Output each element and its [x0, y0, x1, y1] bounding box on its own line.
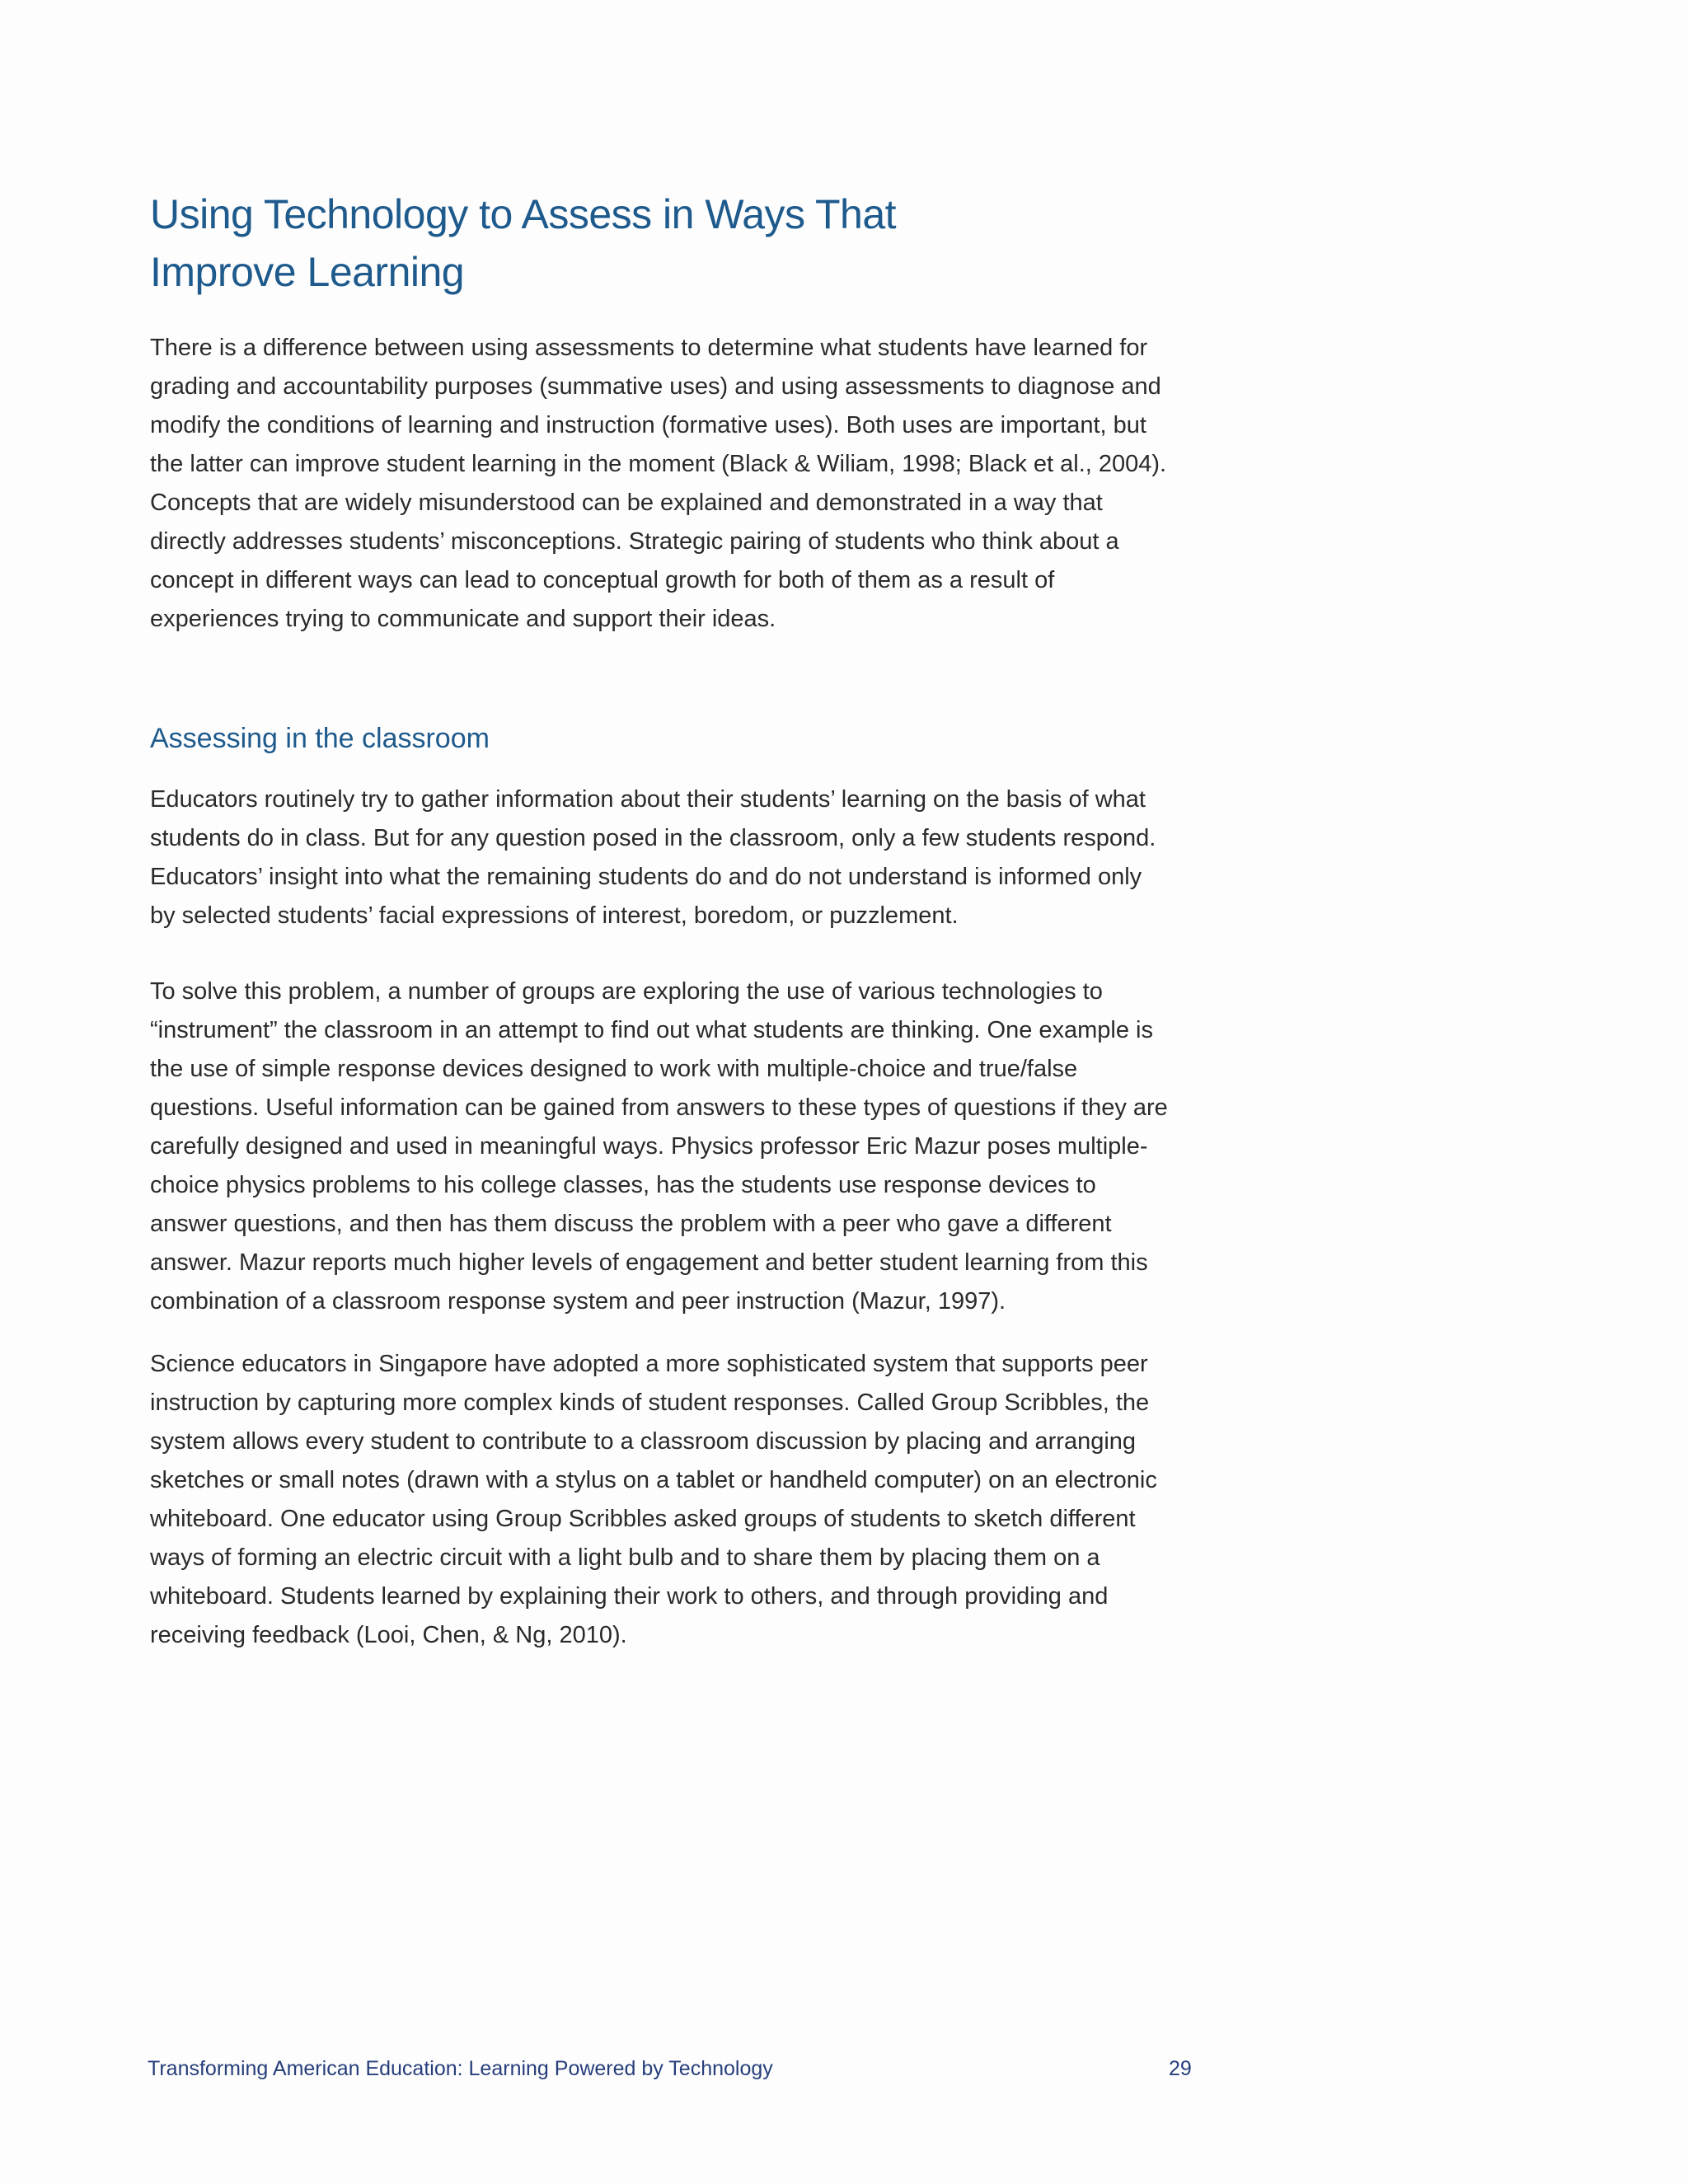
section-paragraph-3: Science educators in Singapore have adopted a more sophisticated system that supports peer instruction by capturing more complex kinds of student responses. Called Group Scribbles, the system allows every student to contribute to a classroom discussion by placing and arranging sketches or small notes (drawn with a stylus on a tablet or handheld computer) on an electronic whiteboard. One educator using Group Scribbles asked groups of students to sketch different ways of forming an electric circuit with a light bulb and to share them by placing them on a whiteboard. Students learned by explaining their work to others, and through providing and receiving feedback (Looi, Chen, & Ng, 2010).: [150, 1351, 1157, 1648]
page-title-line-1: Using Technology to Assess in Ways That: [150, 191, 897, 237]
page-title-line-2: Improve Learning: [150, 249, 465, 295]
section-paragraph-2: To solve this problem, a number of groups are exploring the use of various technologies to “instrument” the classroom in an attempt to find out what students are thinking. One example is the use of simple response devices designed to work with multiple-choice and true/false questions. Useful information can be gained from answers to these types of questions if they are carefully designed and used in meaningful ways. Physics professor Eric Mazur poses multiple-choice physics problems to his college classes, has the students use response devices to answer questions, and then has them discuss the problem with a peer who gave a different answer. Mazur reports much higher levels of engagement and better student learning from this combination of a classroom response system and peer instruction (Mazur, 1997).: [150, 978, 1168, 1315]
footer-title: Transforming American Education: Learning Powered by Technology: [148, 2057, 773, 2080]
section-heading: Assessing in the classroom: [150, 723, 490, 754]
page-content: [150, 185, 1172, 1655]
page-title: [150, 185, 1172, 301]
section-paragraph-1: Educators routinely try to gather information about their students’ learning on the basis of what students do in class. But for any question posed in the classroom, only a few students respond. Educators’ insight into what the remaining students do and do not understand is informed only by selected students’ facial expressions of interest, boredom, or puzzlement.: [150, 786, 1156, 929]
intro-paragraph: There is a difference between using assessments to determine what students have learned for grading and accountability purposes (summative uses) and using assessments to diagnose and modify the conditions of learning and instruction (formative uses). Both uses are important, but the latter can improve student learning in the moment (Black & Wiliam, 1998; Black et al., 2004). Concepts that are widely misunderstood can be explained and demonstrated in a way that directly addresses students’ misconceptions. Strategic pairing of students who think about a concept in different ways can lead to conceptual growth for both of them as a result of experiences trying to communicate and support their ideas.: [150, 335, 1167, 632]
page-number: 29: [1169, 2057, 1192, 2080]
